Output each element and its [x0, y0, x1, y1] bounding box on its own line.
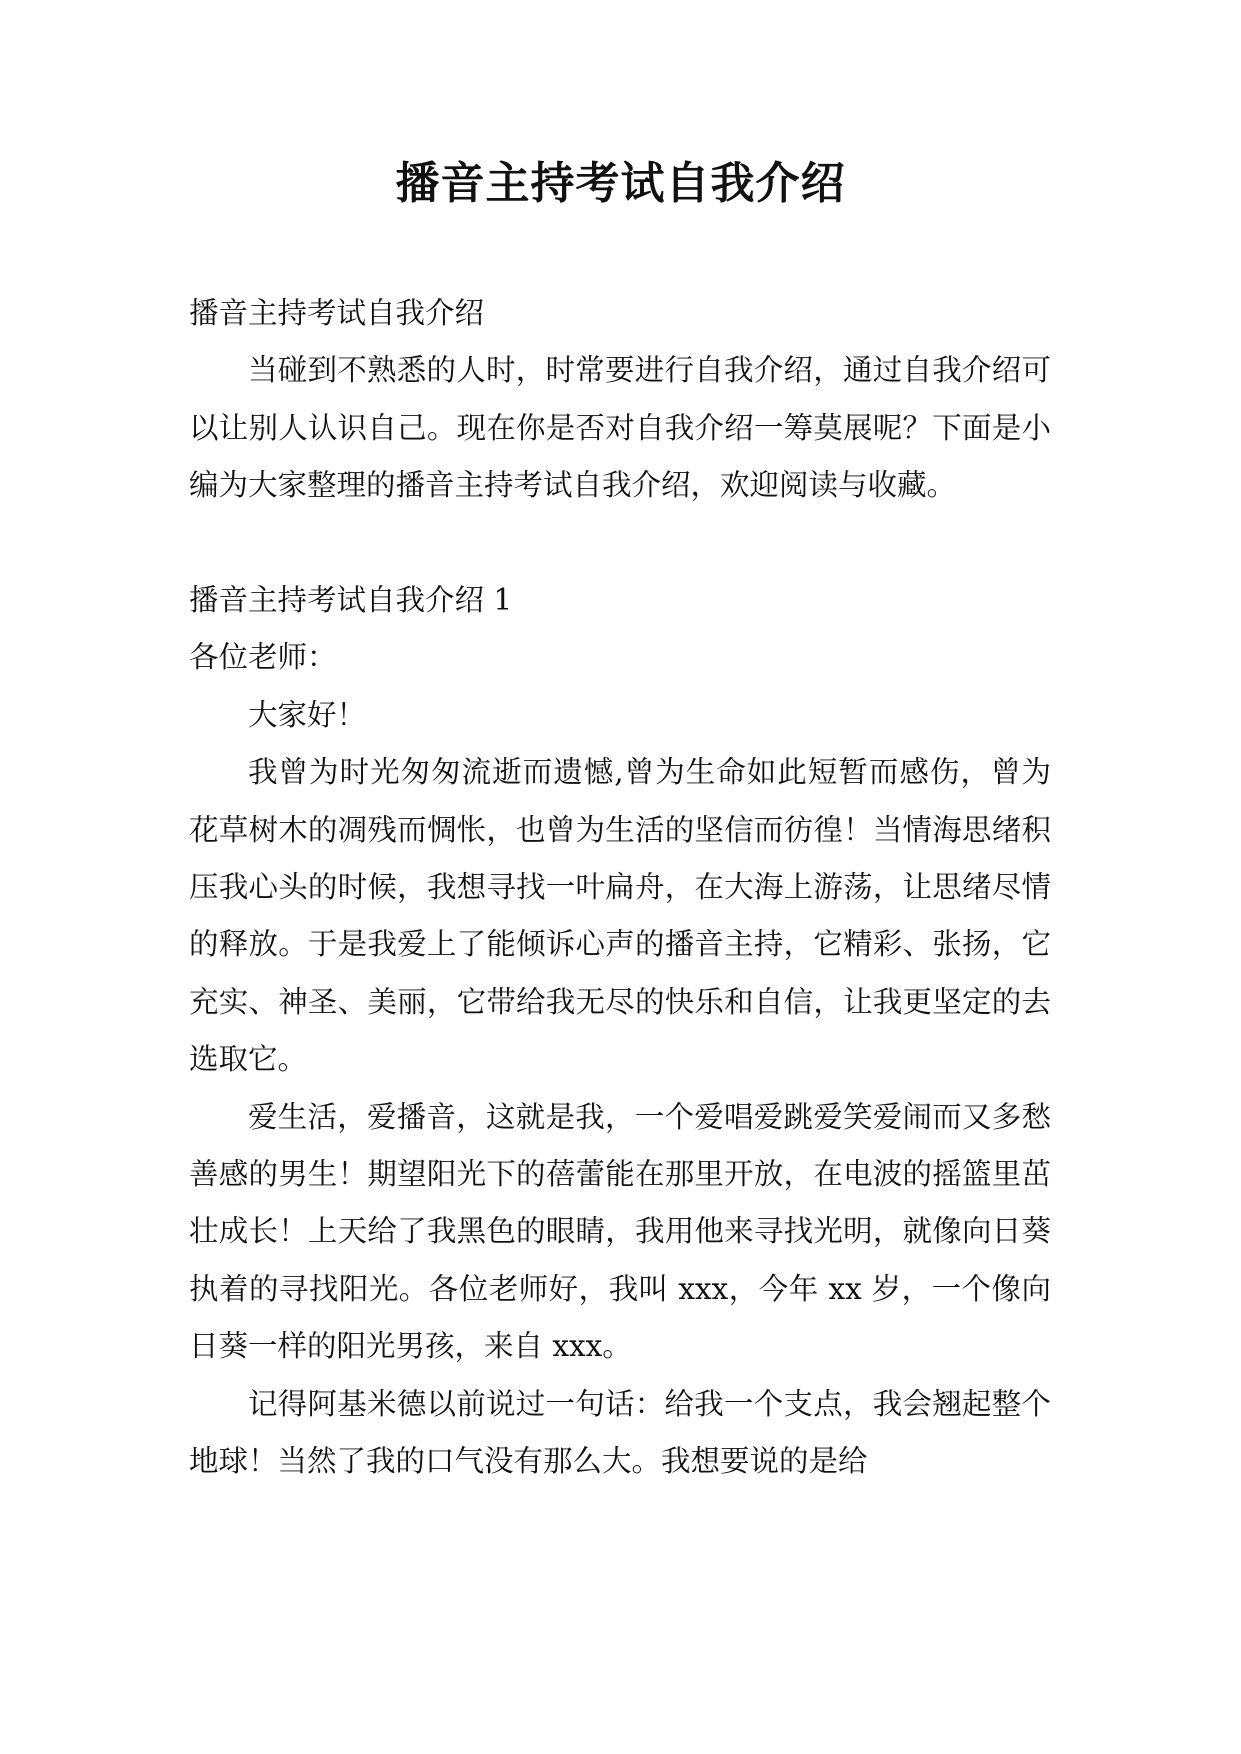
intro-paragraph: 当碰到不熟悉的人时，时常要进行自我介绍，通过自我介绍可以让别人认识自己。现在你是否对自我介绍一筹莫展呢？下面是小编为大家整理的播音主持考试自我介绍，欢迎阅读与收藏。 — [189, 353, 1051, 503]
body-paragraph-1: 我曾为时光匆匆流逝而遗憾,曾为生命如此短暂而感伤，曾为花草树木的凋残而惆怅，也曾为生活的坚信而彷徨！当情海思绪积压我心头的时候，我想寻找一叶扁舟，在大海上游荡，让思绪尽情的释放。于是我爱上了能倾诉心声的播音主持，它精彩、张扬，它充实、神圣、美丽，它带给我无尽的快乐和自信，让我更坚定的去选取它。 — [189, 755, 1051, 1077]
intro-heading: 播音主持考试自我介绍 — [189, 296, 485, 330]
greeting: 大家好！ — [248, 697, 367, 732]
salutation: 各位老师： — [189, 640, 337, 675]
body-paragraph-2: 爱生活，爱播音，这就是我，一个爱唱爱跳爱笑爱闹而又多愁善感的男生！期望阳光下的蓓蕾能在那里开放，在电波的摇篮里茁壮成长！上天给了我黑色的眼睛，我用他来寻找光明，就像向日葵执着的寻找阳光。各位老师好，我叫 xxx，今年 xx 岁，一个像向日葵一样的阳光男孩，来自 xxx。 — [189, 1099, 1051, 1364]
document-body — [189, 285, 1051, 1491]
section-heading-1: 播音主持考试自我介绍 1 — [189, 583, 513, 618]
section-spacer — [189, 515, 1051, 572]
document-title: 播音主持考试自我介绍 — [395, 158, 846, 209]
body-paragraph-3: 记得阿基米德以前说过一句话：给我一个支点，我会翘起整个地球！当然了我的口气没有那么大。我想要说的是给 — [189, 1386, 1051, 1479]
